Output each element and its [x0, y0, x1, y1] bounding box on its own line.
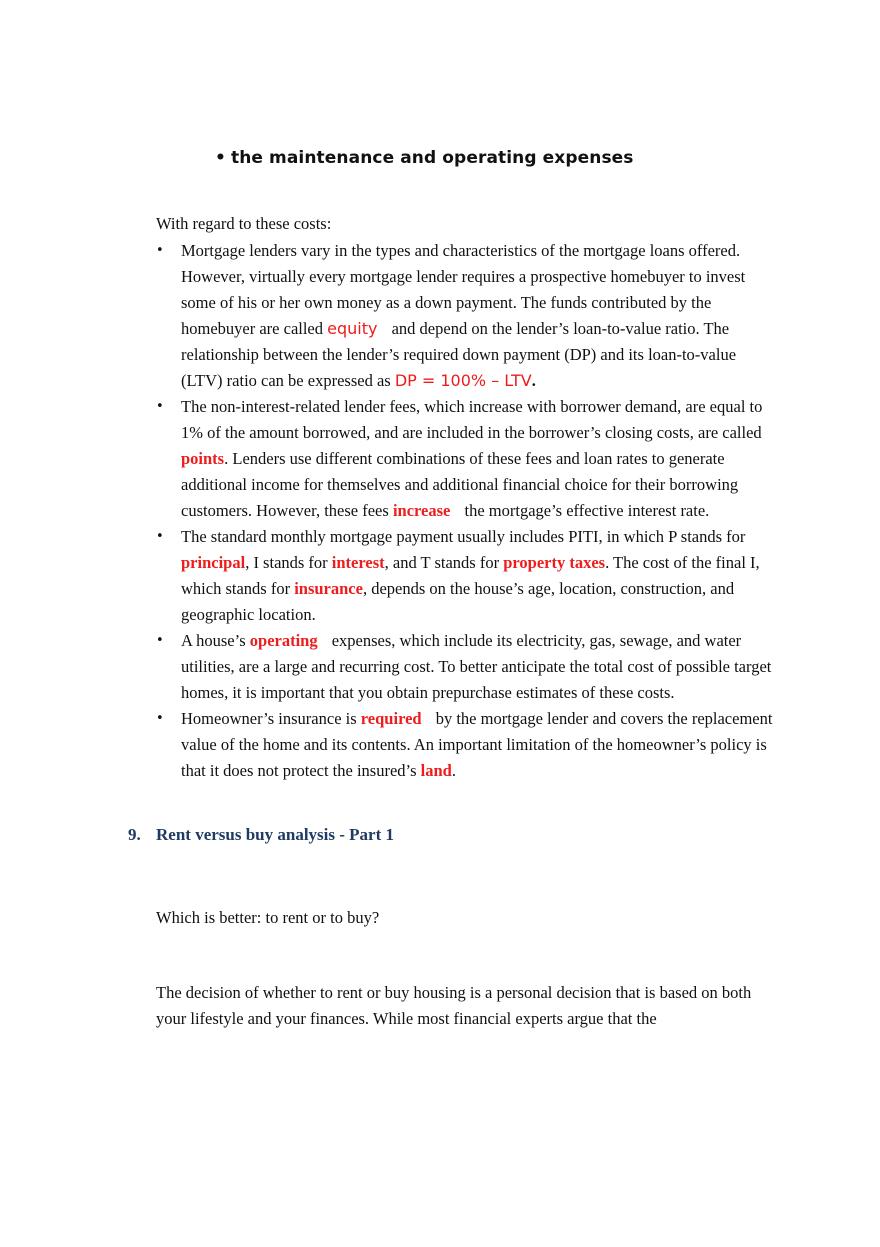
top-bullet-item [215, 148, 634, 168]
body-paragraph: The decision of whether to rent or buy housing is a personal decision that is based on both your lifestyle and your finances. While most financial experts argue that the [156, 983, 752, 1028]
item-text: . [531, 371, 536, 390]
bullet-icon: • [156, 243, 164, 258]
list-item [156, 706, 781, 784]
answer-points: points [181, 449, 225, 468]
intro-text: With regard to these costs: [156, 214, 332, 233]
item-text: The non-interest-related lender fees, which increase with borrower demand, are equal to 1% of the amount borrowed, and are included in the borrower’s closing costs, are called [181, 397, 763, 442]
list-item [156, 628, 781, 706]
bullet-glyph: • [215, 148, 226, 168]
answer-land: land [420, 761, 452, 780]
answer-required: required [360, 709, 422, 728]
section-title: Rent versus buy analysis - Part 1 [156, 825, 395, 844]
bullet-icon: • [156, 633, 164, 648]
list-item [156, 394, 781, 524]
item-text: and depend on the lender’s loan-to-value ratio. The relationship between the lender’s required down payment (DP) and its loan-to-value (LTV) ratio can be expressed as [181, 319, 737, 390]
section-heading [128, 825, 394, 845]
item-text: The standard monthly mortgage payment usually includes PITI, in which P stands for [181, 527, 746, 546]
answer-principal: principal [181, 553, 246, 572]
item-text: . [451, 761, 456, 780]
item-text: Homeowner’s insurance is [181, 709, 361, 728]
bullet-icon: • [156, 529, 164, 544]
section-number: 9. [128, 825, 141, 844]
top-bullet-text: the maintenance and operating expenses [230, 148, 634, 168]
answer-operating: operating [249, 631, 318, 650]
item-text: the mortgage’s effective interest rate. [460, 501, 710, 520]
item-text: . The cost of the final I, which stands for [181, 553, 760, 598]
item-text: , I stands for [245, 553, 332, 572]
item-text: A house’s [181, 631, 250, 650]
item-text: by the mortgage lender and covers the replacement value of the home and its contents. An important limitation of the homeowner’s policy is that it does not protect the insured’s [181, 709, 773, 780]
bullet-icon: • [156, 399, 164, 414]
answer-interest: interest [331, 553, 385, 572]
bullet-icon: • [156, 711, 164, 726]
answer-insurance: insurance [294, 579, 363, 598]
item-text: . Lenders use different combinations of these fees and loan rates to generate additional income for themselves and additional financial choice for their borrowing customers. However, these fees [181, 449, 739, 520]
item-text: Mortgage lenders vary in the types and characteristics of the mortgage loans offered. However, virtually every mortgage lender requires a prospective homebuyer to invest some of his or her own money as a down payment. The funds contributed by the homebuyer are called [181, 241, 746, 338]
list-item [156, 238, 781, 394]
item-text: , depends on the house’s age, location, construction, and geographic location. [181, 579, 735, 624]
question-text: Which is better: to rent or to buy? [156, 908, 380, 927]
answer-property-taxes: property taxes [503, 553, 606, 572]
bullet-list [156, 238, 781, 784]
answer-equity: equity [327, 319, 378, 338]
list-item [156, 524, 781, 628]
answer-formula: DP = 100% – LTV [394, 371, 532, 390]
item-text: expenses, which include its electricity, gas, sewage, and water utilities, are a large and recurring cost. To better anticipate the total cost of possible target homes, it is important that you obtain prepurchase estimates of these costs. [181, 631, 772, 702]
item-text: , and T stands for [384, 553, 504, 572]
answer-increase: increase [392, 501, 451, 520]
